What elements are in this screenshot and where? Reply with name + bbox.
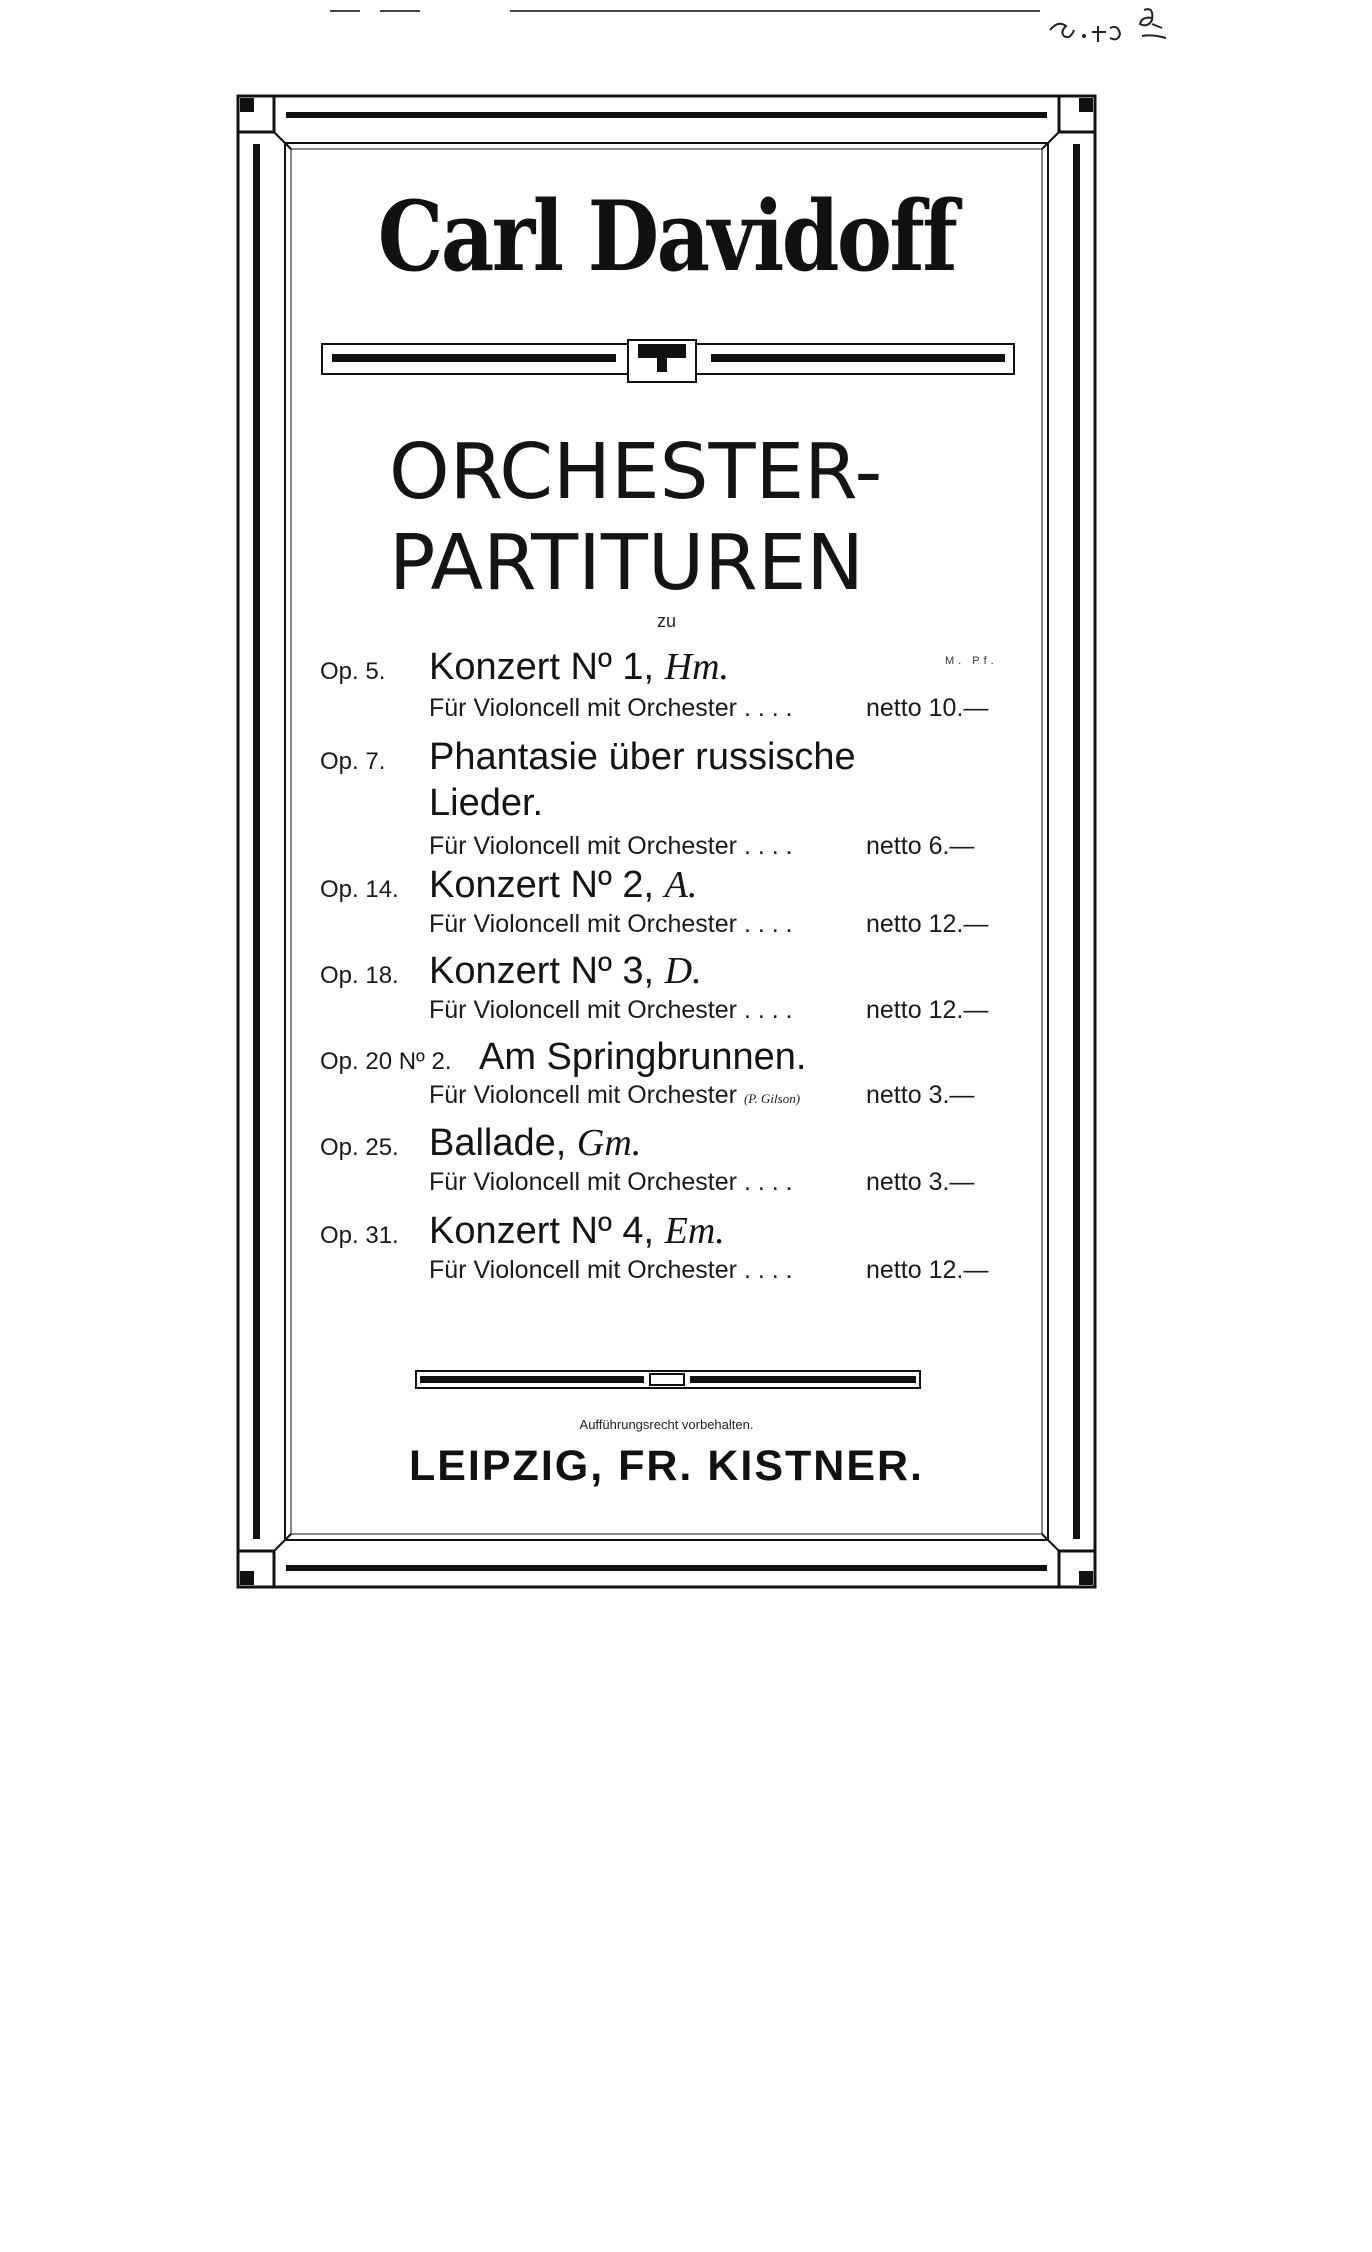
opus-number: Op. 31. [320, 1222, 399, 1249]
work-price: netto 10.— [866, 694, 989, 722]
opus-number: Op. 25. [320, 1134, 399, 1161]
top-rule-short [330, 10, 360, 12]
work-price: netto 6.— [866, 832, 975, 860]
opus-number: Op. 7. [320, 748, 386, 775]
work-key: Em. [664, 1210, 725, 1252]
work-key: A. [664, 864, 698, 906]
title-page-frame [236, 94, 1097, 1589]
top-rule [510, 10, 1040, 12]
opus-number: Op. 20 Nº 2. [320, 1048, 452, 1075]
title-ornament [322, 340, 1014, 382]
work-title: Phantasie über russische [429, 736, 856, 778]
work-key: Hm. [664, 646, 730, 688]
work-detail: Für Violoncell mit Orchester . . . . [429, 996, 793, 1024]
work-detail: Für Violoncell mit Orchester . . . . [429, 1256, 793, 1284]
top-rule-short [380, 10, 420, 12]
heading-line-2: PARTITUREN [389, 519, 864, 608]
work-key: Gm. [576, 1122, 642, 1164]
publisher-imprint: LEIPZIG, FR. KISTNER. [408, 1442, 925, 1490]
work-detail: Für Violoncell mit Orchester (P. Gilson) [429, 1081, 801, 1109]
work-title: Konzert Nº 1, Hm. [429, 646, 730, 688]
work-title: Konzert Nº 3, D. [429, 950, 702, 992]
arranger-note: (P. Gilson) [743, 1091, 801, 1106]
work-price: netto 12.— [866, 1256, 989, 1284]
heading-zu: zu [656, 611, 676, 631]
heading-line-1: ORCHESTER- [389, 428, 883, 517]
composer-name: Carl Davidoff [377, 180, 956, 293]
rights-notice: Aufführungsrecht vorbehalten. [579, 1417, 754, 1432]
opus-number: Op. 18. [320, 962, 399, 989]
work-title-continued: Lieder. [429, 782, 544, 824]
work-price: netto 12.— [866, 996, 989, 1024]
work-detail: Für Violoncell mit Orchester . . . . [429, 1168, 793, 1196]
work-detail: Für Violoncell mit Orchester . . . . [429, 910, 793, 938]
handwritten-mark [1040, 2, 1210, 52]
work-price: netto 12.— [866, 910, 989, 938]
work-title: Ballade, Gm. [429, 1122, 642, 1164]
work-key: D. [664, 950, 702, 992]
work-price: netto 3.— [866, 1081, 975, 1109]
opus-number: Op. 14. [320, 876, 399, 903]
work-title: Konzert Nº 4, Em. [429, 1210, 725, 1252]
work-detail: Für Violoncell mit Orchester . . . . [429, 694, 793, 722]
publisher-ornament [416, 1371, 920, 1388]
work-title: Am Springbrunnen. [479, 1036, 807, 1078]
work-title: Konzert Nº 2, A. [429, 864, 698, 906]
work-price: netto 3.— [866, 1168, 975, 1196]
opus-number: Op. 5. [320, 658, 386, 685]
work-detail: Für Violoncell mit Orchester . . . . [429, 832, 793, 860]
currency-label: M. Pf. [945, 655, 998, 667]
